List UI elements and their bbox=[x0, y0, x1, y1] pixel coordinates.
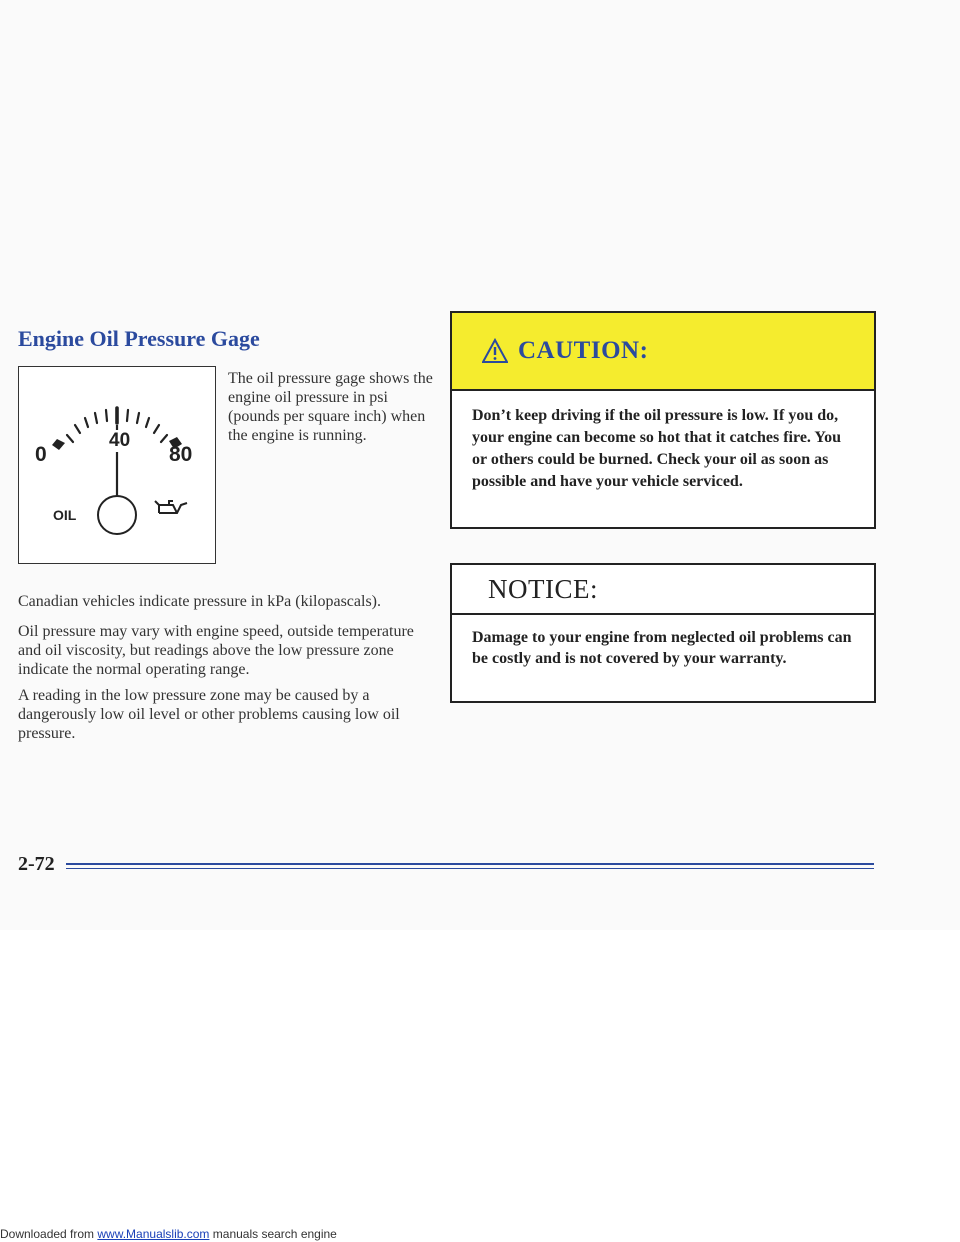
footer-suffix: manuals search engine bbox=[209, 1227, 337, 1241]
notice-header bbox=[452, 565, 874, 615]
gauge-low-marker bbox=[52, 439, 65, 450]
notice-text: Damage to your engine from neglected oil problems can be costly and is not covered by your warranty. bbox=[472, 629, 852, 667]
warning-triangle-icon bbox=[482, 338, 508, 364]
gauge-tick bbox=[161, 435, 167, 442]
manualslib-link[interactable]: www.Manualslib.com bbox=[97, 1227, 210, 1241]
gauge-tick bbox=[85, 418, 88, 427]
gauge-hub bbox=[98, 496, 136, 534]
gauge-scale-max: 80 bbox=[169, 443, 193, 466]
caution-text: Don’t keep driving if the oil pressure is low. If you do, your engine can become so hot that it catches fire. You or others could be burned. Check your oil as soon as possible and have your vehicle serviced. bbox=[472, 407, 841, 490]
page-title: Engine Oil Pressure Gage bbox=[18, 326, 260, 351]
caution-header bbox=[452, 313, 874, 391]
page-number: 2-72 bbox=[18, 853, 55, 875]
gauge-tick bbox=[95, 413, 97, 423]
notice-title: NOTICE: bbox=[488, 573, 598, 604]
caution-box bbox=[450, 311, 876, 529]
caution-title: CAUTION: bbox=[518, 337, 649, 364]
gauge-scale-min: 0 bbox=[35, 443, 47, 466]
gauge-tick bbox=[127, 410, 128, 421]
download-footer bbox=[0, 1227, 337, 1241]
gauge-intro-text: The oil pressure gage shows the engine oil pressure in psi (pounds per square inch) when the engine is running. bbox=[228, 370, 433, 444]
oil-pressure-gauge-illustration bbox=[18, 366, 216, 564]
notice-box bbox=[450, 563, 876, 703]
paragraph-low-reading: A reading in the low pressure zone may be caused by a dangerously low oil level or other problems causing low oil pressure. bbox=[18, 687, 400, 742]
gauge-tick bbox=[67, 435, 73, 442]
gauge-scale-mid: 40 bbox=[109, 430, 131, 451]
gauge-tick bbox=[75, 425, 80, 433]
oil-can-icon bbox=[155, 501, 187, 513]
footer-rule-top bbox=[66, 863, 874, 865]
gauge-tick bbox=[106, 410, 107, 421]
footer-prefix: Downloaded from bbox=[0, 1227, 98, 1241]
gauge-tick bbox=[154, 425, 159, 433]
gauge-oil-label: OIL bbox=[53, 507, 77, 523]
footer-rule-bottom bbox=[66, 868, 874, 869]
gauge-tick bbox=[137, 413, 139, 423]
paragraph-canadian: Canadian vehicles indicate pressure in kPa (kilopascals). bbox=[18, 593, 381, 610]
paragraph-variation: Oil pressure may vary with engine speed, outside temperature and oil viscosity, but readings above the low pressure zone indicate the normal operating range. bbox=[18, 623, 414, 678]
gauge-tick bbox=[146, 418, 149, 427]
